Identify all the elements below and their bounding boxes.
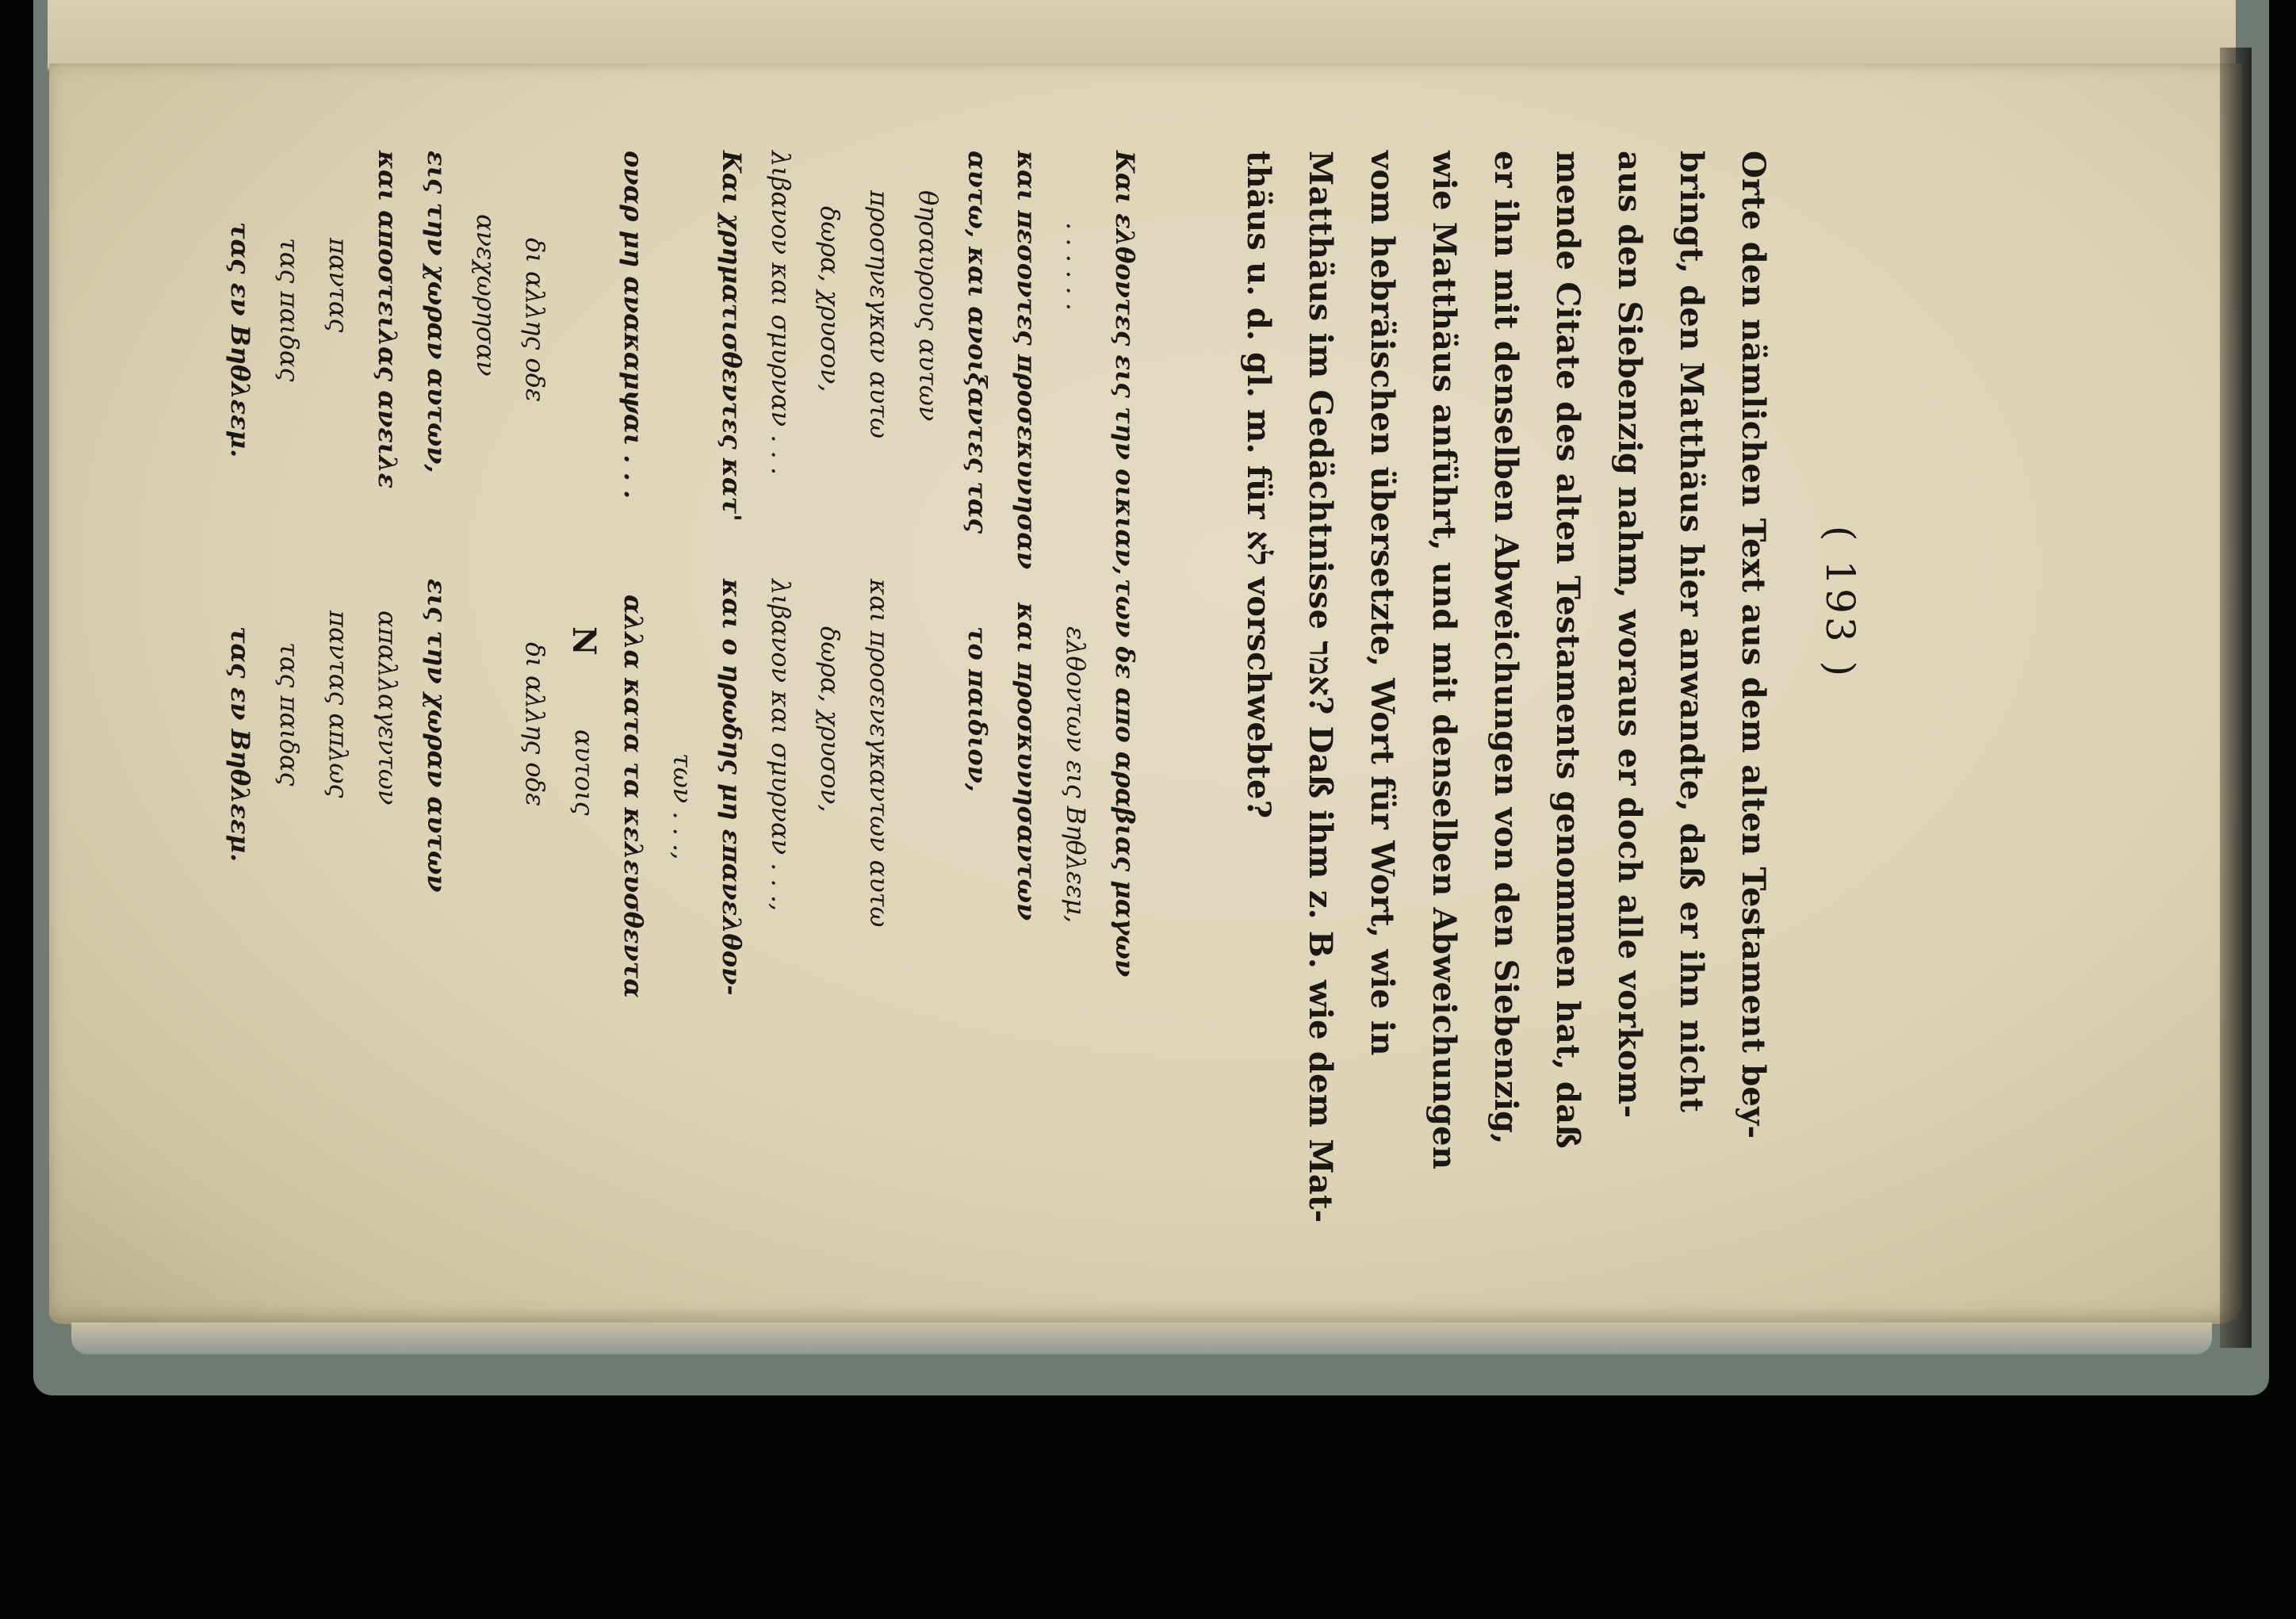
greek-left: θησαυρους αυτων xyxy=(913,190,943,422)
greek-right: απαλλαγεντων xyxy=(373,610,403,806)
greek-row xyxy=(609,151,658,1054)
greek-row xyxy=(904,151,953,1054)
gutter-shadow xyxy=(2220,48,2252,1348)
greek-left: παντας xyxy=(323,238,354,333)
page-stack-edge xyxy=(71,1322,2212,1354)
greek-row xyxy=(412,151,461,1054)
greek-row xyxy=(1002,151,1051,1054)
prose-line: thäus u. d. gl. m. für לא vorschwebte? xyxy=(1240,151,1277,819)
greek-left: εις την χωραν αυτων, xyxy=(422,151,452,473)
greek-row xyxy=(216,151,265,1054)
prose-line: aus den Siebenzig nahm, woraus er doch alle vorkom- xyxy=(1611,151,1648,1119)
page-number: ( 193 ) xyxy=(1817,525,1863,680)
page-text-block xyxy=(225,151,1871,1223)
greek-left: λιβανον και σμυρναν . . . xyxy=(766,151,796,476)
greek-right: αλλα κατα τα κελευσθεντα xyxy=(618,595,649,998)
prose-line: Orte den nämlichen Text aus dem alten Testament bey- xyxy=(1735,151,1772,1139)
greek-left: και πεσοντες προσεκυνησαν xyxy=(1012,151,1042,570)
greek-left: δωρα, χρυσον, xyxy=(815,206,845,392)
greek-right: εις την χωραν αυτων xyxy=(422,579,452,893)
greek-right: και προσενεγκαντων αυτω xyxy=(864,579,894,928)
greek-left: προσηνεγκαν αυτω xyxy=(864,190,894,438)
prose-line: bringt, den Matthäus hier anwandte, daß er ihn nicht xyxy=(1673,151,1710,1113)
greek-left: δι αλλης οδε xyxy=(520,238,550,403)
greek-row xyxy=(314,151,363,1054)
greek-right: των . . ., xyxy=(668,753,698,860)
facing-page-edge xyxy=(48,0,2236,71)
greek-row xyxy=(511,151,560,1054)
greek-row xyxy=(855,151,904,1054)
greek-left: τας εν Βηθλεεμ. xyxy=(225,222,255,458)
greek-right: ελθοντων εις Βηθλεεμ, xyxy=(1061,626,1091,924)
greek-right: λιβανον και σμυρναν . . ., xyxy=(766,579,796,912)
greek-right: και προσκυνησαντων xyxy=(1012,603,1042,921)
greek-right: των δε απο αραβιας μαγων xyxy=(1110,579,1140,978)
greek-row xyxy=(1100,151,1150,1054)
prose-paragraph xyxy=(1227,151,1784,1223)
greek-row xyxy=(658,151,707,1054)
greek-left: . . . . . . xyxy=(1061,222,1091,311)
greek-row xyxy=(265,151,314,1054)
greek-right: δι αλλης οδε xyxy=(520,642,550,807)
greek-left: αυτω, και ανοιξαντες τας xyxy=(962,151,993,534)
greek-row xyxy=(560,151,609,1054)
greek-row xyxy=(806,151,855,1054)
greek-row xyxy=(953,151,1002,1054)
greek-left: οναρ μη ανακαμψαι . . . xyxy=(618,151,649,499)
signature-mark: N xyxy=(565,626,603,656)
greek-right: το παιδιον, xyxy=(962,626,993,793)
greek-left: Και χρηματισθεντες κατ' xyxy=(717,151,747,522)
greek-row xyxy=(363,151,412,1054)
greek-right: αυτοις xyxy=(569,729,599,816)
prose-line: mende Citate des alten Testaments genommen hat, daß xyxy=(1549,151,1586,1149)
greek-left: Και ελθοντες εις την οικιαν, xyxy=(1110,151,1140,576)
greek-right: δωρα, χρυσον, xyxy=(815,626,845,813)
greek-left: ανεχωρησαν xyxy=(471,214,501,377)
greek-comparison xyxy=(216,151,1150,1054)
greek-left: τας παιδας xyxy=(274,238,304,382)
greek-row xyxy=(756,151,806,1054)
prose-line: wie Matthäus anführt, und mit denselben Abweichungen xyxy=(1425,151,1463,1170)
prose-line: er ihn mit denselben Abweichungen von den Siebenzig, xyxy=(1487,151,1525,1145)
greek-left: και αποστειλας ανειλε xyxy=(373,151,403,489)
greek-right: παντας απλως xyxy=(323,610,354,798)
greek-right: τας εν Βηθλεεμ. xyxy=(225,626,255,863)
greek-row xyxy=(461,151,511,1054)
greek-row xyxy=(1051,151,1100,1054)
prose-line: vom hebräischen übersetzte, Wort für Wort, wie in xyxy=(1364,151,1401,1056)
greek-right: και ο ηρωδης μη επανελθον- xyxy=(717,579,747,996)
greek-row xyxy=(707,151,756,1054)
greek-right: τας παιδας xyxy=(274,642,304,787)
prose-line: Matthäus im Gedächtnisse אמר? Daß ihm z. B. wie dem Mat- xyxy=(1302,151,1339,1223)
